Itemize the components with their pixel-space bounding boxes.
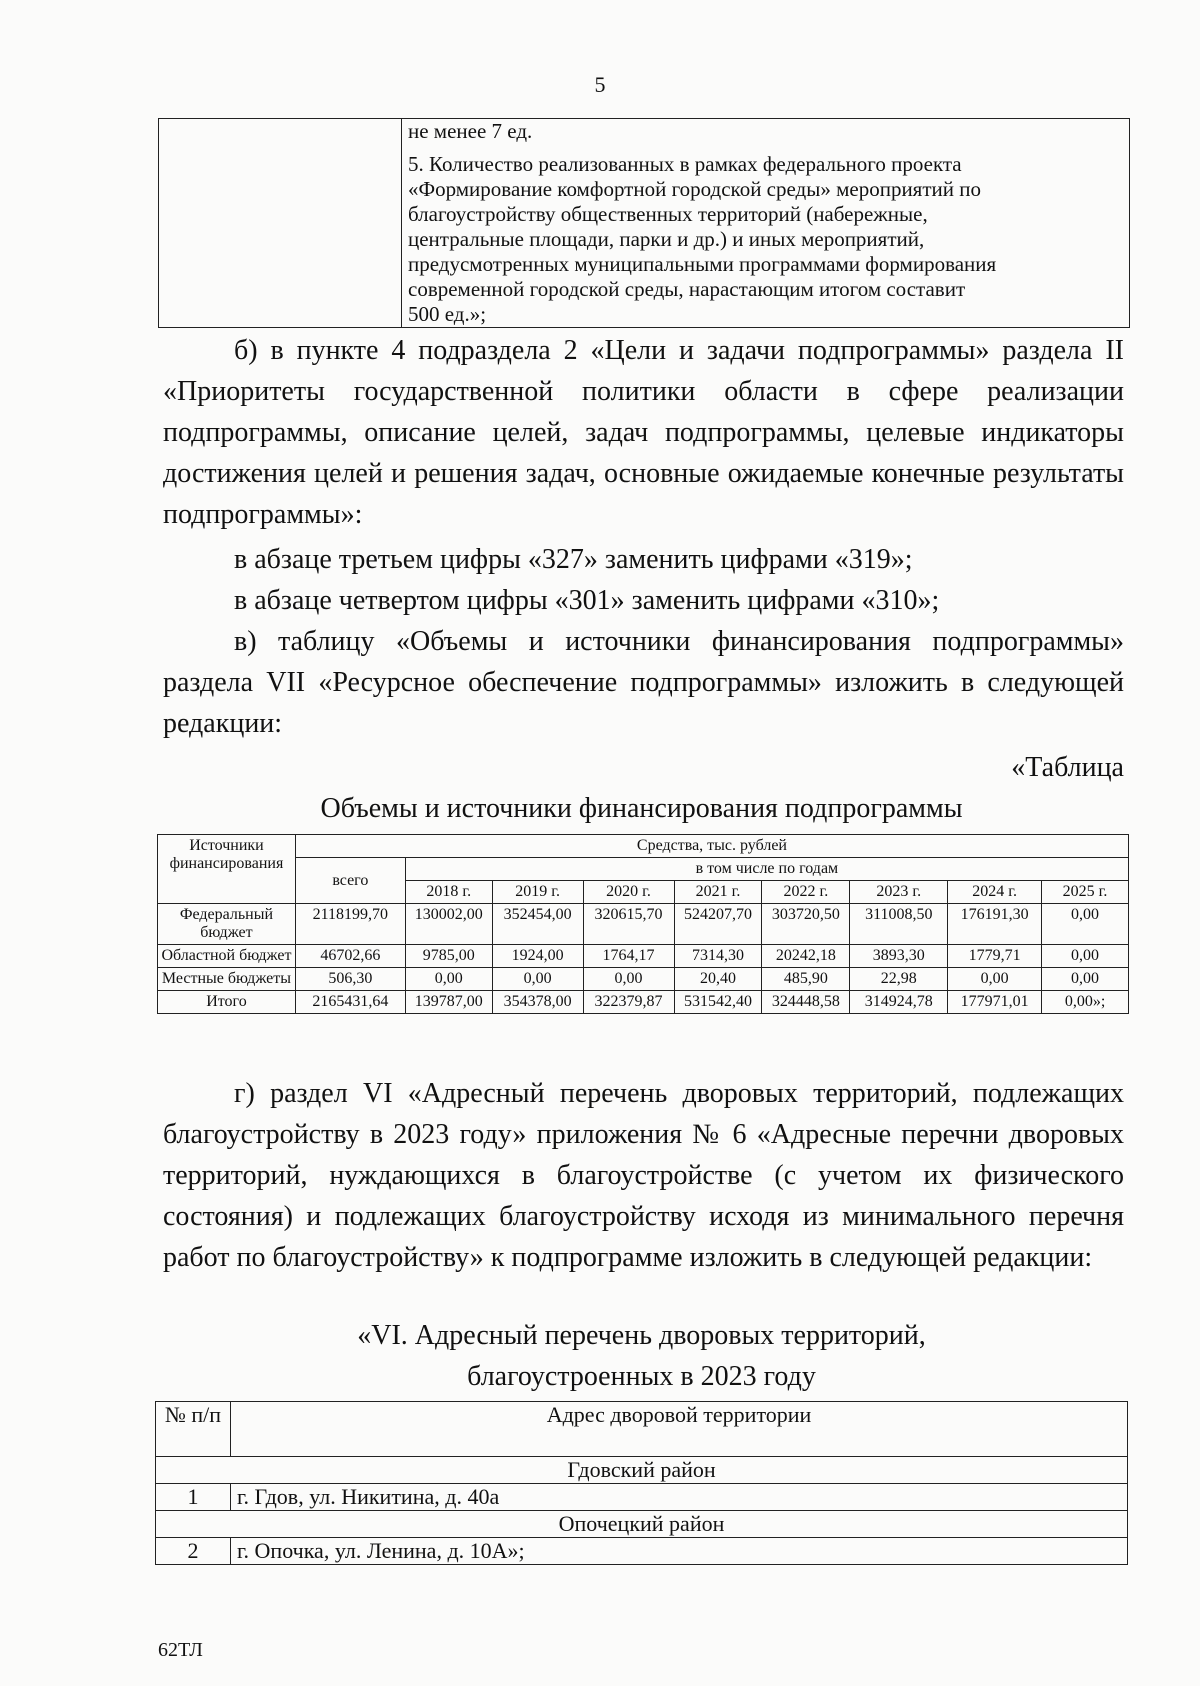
indicator-line: благоустройству общественных территорий (набережные, (408, 202, 928, 226)
indicator-item-5 (408, 152, 1123, 327)
row-value: 22,98 (850, 968, 948, 991)
indicator-line: центральные площади, парки и др.) и иных мероприятий, (408, 227, 925, 251)
row-value: 322379,87 (583, 991, 674, 1014)
finance-table (157, 834, 1129, 1014)
row-value: 0,00 (405, 968, 492, 991)
header-number: № п/п (156, 1402, 231, 1457)
indicators-continuation-table (158, 118, 1130, 328)
paragraph-v: в) таблицу «Объемы и источники финансирования подпрограммы» раздела VII «Ресурсное обеспечение подпрограммы» изложить в следующей редакции: (163, 626, 1124, 739)
row-total: 506,30 (295, 968, 405, 991)
row-value: 0,00 (492, 968, 583, 991)
row-value: 20242,18 (762, 945, 850, 968)
row-value: 0,00 (1042, 968, 1129, 991)
district-row: Гдовский район (156, 1457, 1128, 1484)
paragraph-b: б) в пункте 4 подраздела 2 «Цели и задачи подпрограммы» раздела II «Приоритеты государственной политики области в сфере реализации подпрограммы, описание целей, задач подпрограммы, целевые индикаторы достижения целей и решения задач, основные ожидаемые конечные результаты подпрограммы»: (163, 335, 1124, 530)
row-value: 7314,30 (674, 945, 762, 968)
document-code: 62ТЛ (158, 1639, 203, 1661)
row-value: 0,00 (1042, 904, 1129, 945)
row-number: 2 (156, 1538, 231, 1565)
table-row (158, 904, 1129, 945)
row-value: 320615,70 (583, 904, 674, 945)
row-value: 531542,40 (674, 991, 762, 1014)
row-value: 354378,00 (492, 991, 583, 1014)
row-value: 139787,00 (405, 991, 492, 1014)
header-year: 2022 г. (762, 881, 850, 904)
row-value: 130002,00 (405, 904, 492, 945)
row-total: 2118199,70 (295, 904, 405, 945)
table-row (156, 1484, 1128, 1511)
page-number: 5 (594, 72, 606, 97)
row-value: 9785,00 (405, 945, 492, 968)
header-address: Адрес дворовой территории (231, 1402, 1128, 1457)
indicator-line: современной городской среды, нарастающим итогом составит (408, 277, 966, 301)
table-row-total (158, 991, 1129, 1014)
empty-cell (159, 119, 402, 328)
row-value: 0,00 (948, 968, 1042, 991)
row-total: 2165431,64 (295, 991, 405, 1014)
row-address: г. Опочка, ул. Ленина, д. 10А»; (231, 1538, 1128, 1565)
row-address: г. Гдов, ул. Никитина, д. 40а (231, 1484, 1128, 1511)
header-year: 2023 г. (850, 881, 948, 904)
district-row: Опочецкий район (156, 1511, 1128, 1538)
header-total: всего (295, 858, 405, 904)
header-by-years: в том числе по годам (405, 858, 1128, 881)
row-value: 0,00»; (1042, 991, 1129, 1014)
row-name: Итого (158, 991, 296, 1014)
row-value: 0,00 (1042, 945, 1129, 968)
row-value: 324448,58 (762, 991, 850, 1014)
row-value: 3893,30 (850, 945, 948, 968)
address-table (155, 1401, 1128, 1565)
row-value: 311008,50 (850, 904, 948, 945)
header-year: 2020 г. (583, 881, 674, 904)
header-year: 2021 г. (674, 881, 762, 904)
row-value: 177971,01 (948, 991, 1042, 1014)
address-list-subtitle: благоустроенных в 2023 году (467, 1361, 816, 1392)
row-number: 1 (156, 1484, 231, 1511)
address-list-title: «VI. Адресный перечень дворовых территорий, (357, 1320, 926, 1351)
paragraph-g: г) раздел VI «Адресный перечень дворовых территорий, подлежащих благоустройству в 2023 году» приложения № 6 «Адресные перечни дворовых территорий, нуждающихся в благоустройстве (с учетом их физического состояния) и подлежащих благоустройству исходя из минимального перечня работ по благоустройству» к подпрограмме изложить в следующей редакции: (163, 1078, 1124, 1273)
row-value: 352454,00 (492, 904, 583, 945)
row-value: 485,90 (762, 968, 850, 991)
table-row (158, 945, 1129, 968)
indicators-cell (402, 119, 1130, 328)
header-year: 2019 г. (492, 881, 583, 904)
row-value: 303720,50 (762, 904, 850, 945)
row-value: 1764,17 (583, 945, 674, 968)
indicator-line: предусмотренных муниципальными программами формирования (408, 252, 997, 276)
row-name: Федеральный бюджет (158, 904, 296, 945)
paragraph-fourth: в абзаце четвертом цифры «301» заменить цифрами «310»; (234, 585, 940, 616)
row-value: 1779,71 (948, 945, 1042, 968)
finance-table-title: Объемы и источники финансирования подпрограммы (320, 793, 963, 824)
table-row (156, 1538, 1128, 1565)
row-value: 314924,78 (850, 991, 948, 1014)
header-year: 2025 г. (1042, 881, 1129, 904)
header-year: 2018 г. (405, 881, 492, 904)
indicator-line: 5. Количество реализованных в рамках федерального проекта (408, 152, 962, 176)
header-year: 2024 г. (948, 881, 1042, 904)
table-row (158, 968, 1129, 991)
indicator-line: 500 ед.»; (408, 302, 487, 326)
paragraph-third: в абзаце третьем цифры «327» заменить цифрами «319»; (234, 544, 913, 575)
row-value: 0,00 (583, 968, 674, 991)
row-value: 1924,00 (492, 945, 583, 968)
row-value: 176191,30 (948, 904, 1042, 945)
table-label: «Таблица (1011, 752, 1124, 783)
row-name: Местные бюджеты (158, 968, 296, 991)
row-name: Областной бюджет (158, 945, 296, 968)
indicator-line: «Формирование комфортной городской среды» мероприятий по (408, 177, 981, 201)
indicator-line: не менее 7 ед. (408, 119, 533, 143)
row-value: 524207,70 (674, 904, 762, 945)
row-total: 46702,66 (295, 945, 405, 968)
row-value: 20,40 (674, 968, 762, 991)
header-source: Источники финансирования (158, 835, 296, 904)
header-funds: Средства, тыс. рублей (295, 835, 1128, 858)
